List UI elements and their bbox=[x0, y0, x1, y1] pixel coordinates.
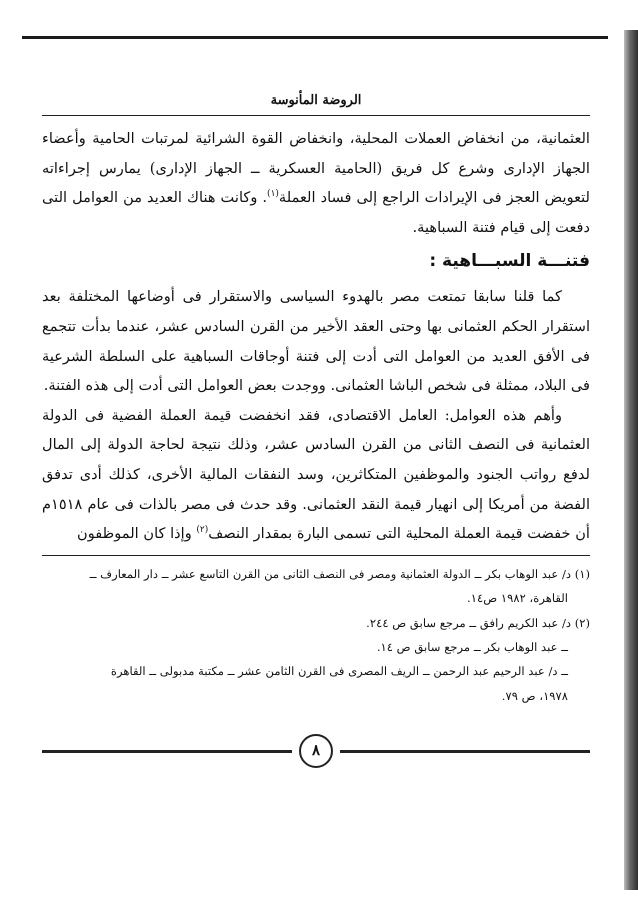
paragraph-3-tail: وإذا كان الموظفون bbox=[76, 525, 197, 543]
footnote-1: (١) د/ عبد الوهاب بكر ــ الدولة العثمانية ومصر فى النصف الثانى من القرن التاسع عشر ــ دار المعارف ــ bbox=[89, 566, 590, 581]
footnote-1-continuation: القاهرة، ١٩٨٢ ص١٤. bbox=[467, 591, 568, 606]
footnote-3: ــ عبد الوهاب بكر ــ مرجع سابق ص ١٤. bbox=[376, 639, 568, 654]
page-number: ٨ bbox=[299, 734, 333, 768]
paragraph-1 bbox=[42, 124, 590, 242]
footnote-4-continuation: ١٩٧٨، ص ٧٩. bbox=[501, 688, 568, 703]
footnote-ref-2[interactable]: (٢) bbox=[196, 525, 209, 536]
footer-rule-left bbox=[42, 750, 292, 753]
section-heading: فتنـــة السبـــاهية : bbox=[429, 251, 590, 272]
paragraph-2: كما قلنا سابقا تمتعت مصر بالهدوء السياسى والاستقرار فى أوضاعها المختلفة بعد استقرار الحكم العثمانى بها وحتى العقد الأخير من القرن السادس عشر، عندما بدأت تتجمع فى الأفق العديد من العوامل التى أدت إلى فتنة أوجاقات السباهية على السلطة الشرعية فى البلاد، ممثلة فى شخص الباشا العثمانى. ووجدت بعض العوامل التى أدت إلى هذه الفتنة. bbox=[42, 288, 590, 395]
page-footer bbox=[42, 734, 590, 768]
paragraph-3-text: وأهم هذه العوامل: العامل الاقتصادى، فقد انخفضت قيمة العملة الفضية فى الدولة العثمانية فى النصف الثانى من القرن السادس عشر، وذلك نتيجة لحاجة الدولة إلى المال لدفع رواتب الجنود والموظفين المتكاثرين، وسد النفقات المالية الأخرى، كذلك أدى تدفق الفضة من أمريكا إلى انهيار قيمة النقد العثمانى. وقد حدث فى مصر بالذات فى عام ١٥١٨م أن خفضت قيمة العملة المحلية التى تسمى البارة بمقدار النصف bbox=[42, 406, 590, 543]
footnote-ref-1[interactable]: (١) bbox=[267, 189, 279, 200]
footnote-divider bbox=[42, 555, 590, 556]
top-rule bbox=[22, 36, 608, 39]
footer-rule-right bbox=[340, 750, 590, 753]
paragraph-1-text: العثمانية، من انخفاض العملات المحلية، وانخفاض القوة الشرائية لمرتبات الحامية وأعضاء الجهاز الإدارى وشرع كل فريق (الحامية العسكرية ــ الجهاز الإدارى) يمارس إجراءاته لتعويض العجز فى الإيرادات الراجع إلى فساد العملة bbox=[42, 130, 590, 207]
scan-edge bbox=[624, 30, 638, 890]
paragraph-3 bbox=[42, 401, 590, 549]
running-title: الروضة المأنوسة bbox=[270, 93, 362, 108]
footnote-2: (٢) د/ عبد الكريم رافق ــ مرجع سابق ص ٢٤٤. bbox=[366, 615, 590, 630]
footnote-4: ــ د/ عبد الرحيم عبد الرحمن ــ الريف المصرى فى القرن الثامن عشر ــ مكتبة مدبولى ــ القاهرة bbox=[110, 664, 568, 679]
document-page bbox=[42, 60, 590, 870]
header-divider bbox=[42, 115, 590, 116]
paragraph-1-tail: . وكانت هناك العديد من العوامل التى دفعت إلى قيام فتنة السباهية. bbox=[42, 189, 590, 236]
